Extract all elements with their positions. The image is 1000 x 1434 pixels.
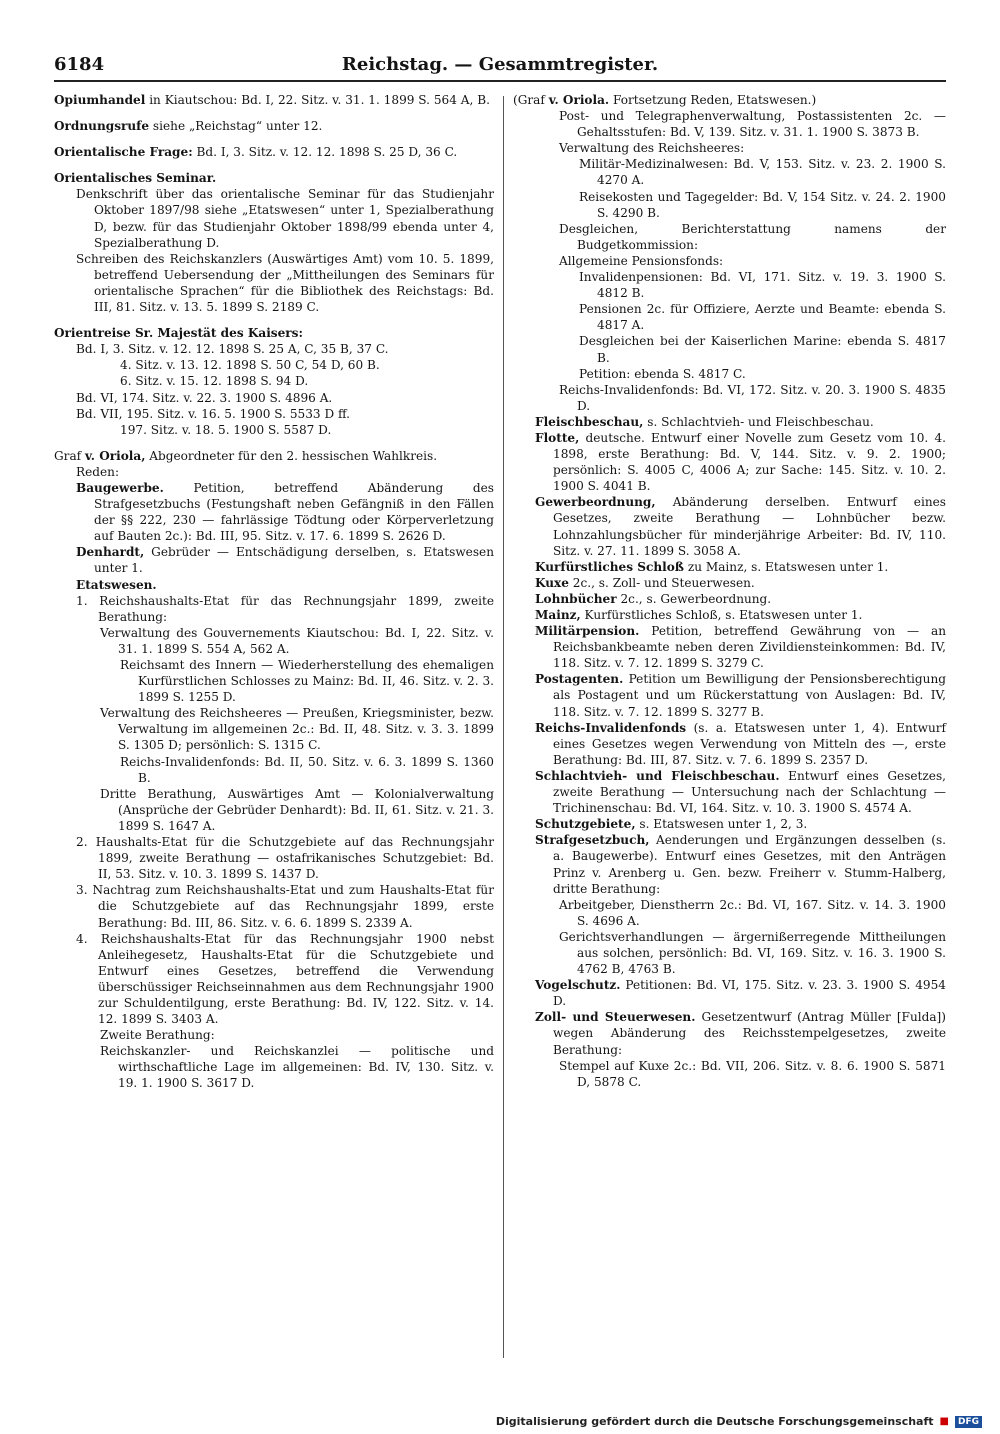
numbered-item: 4. Reichshaushalts-Etat für das Rechnungsjahr 1900 nebst Anleihegesetz, Haushalts-Etat für die Schutzgebiete und Entwurf eines Gesetzes, betreffend die Verwendung überschüssiger Reichseinnahmen aus dem Rechnungsjahr 1900 zur Schuldentilgung, erste Berathung: Bd. IV, 122. Sitz. v. 14. 12. 1899 S. 3403 A. — [76, 931, 494, 1027]
continuation-heading: (Graf v. Oriola. Fortsetzung Reden, Etatswesen.) — [513, 93, 817, 107]
index-entry: Opiumhandel in Kiautschou: Bd. I, 22. Sitz. v. 31. 1. 1899 S. 564 A, B. — [54, 93, 490, 107]
page-number: 6184 — [54, 54, 105, 75]
citation-line: Desgleichen bei der Kaiserlichen Marine: ebenda S. 4817 B. — [579, 334, 946, 365]
index-subentry: Fleischbeschau, s. Schlachtvieh- und Fleischbeschau. — [535, 414, 874, 429]
index-subentry: Etatswesen. — [76, 577, 157, 592]
separator-icon: ■ — [939, 1416, 949, 1427]
citation-line: Pensionen 2c. für Offiziere, Aerzte und Beamte: ebenda S. 4817 A. — [579, 302, 946, 333]
numbered-item: 1. Reichshaushalts-Etat für das Rechnungsjahr 1899, zweite Berathung: — [76, 593, 494, 624]
index-subentry: Postagenten. Petition um Bewilligung der Pensionsberechtigung als Postagent und um Rückerstattung von Auslagen: Bd. IV, 118. Sitz. v. 7. 12. 1899 S. 3277 B. — [535, 672, 946, 719]
citation-line: Reisekosten und Tagegelder: Bd. V, 154 Sitz. v. 24. 2. 1900 S. 4290 B. — [579, 189, 946, 220]
index-subentry: Baugewerbe. Petition, betreffend Abänderung des Strafgesetzbuchs (Festungshaft neben Gefängniß in den Fällen der §§ 222, 230 — fahrlässige Tödtung oder Körperverletzung auf Bauten 2c.): Bd. III, 95. Sitz. v. 17. 6. 1899 S. 2626 D. — [76, 480, 494, 544]
citation-line: Militär-Medizinalwesen: Bd. V, 153. Sitz. v. 23. 2. 1900 S. 4270 A. — [579, 157, 946, 188]
index-subentry: Strafgesetzbuch, Aenderungen und Ergänzungen desselben (s. a. Baugewerbe). Entwurf eines Gesetzes, mit den Anträgen Prinz v. Arenberg u. Gen. bezw. Freiherr v. Stumm-Halberg, dritte Berathung: — [535, 833, 946, 896]
citation-line: Verwaltung des Gouvernements Kiautschou: Bd. I, 22. Sitz. v. 31. 1. 1899 S. 554 A, 562 A. — [100, 625, 494, 656]
citation-line: Stempel auf Kuxe 2c.: Bd. VII, 206. Sitz. v. 8. 6. 1900 S. 5871 D, 5878 C. — [559, 1058, 946, 1089]
citation-line: Dritte Berathung, Auswärtiges Amt — Kolonialverwaltung (Ansprüche der Gebrüder Denhardt): Bd. II, 61. Sitz. v. 21. 3. 1899 S. 1647 A. — [100, 786, 494, 833]
index-subheading: Desgleichen, Berichterstattung namens der Budgetkommission: — [559, 221, 946, 252]
citation-line: Bd. VI, 174. Sitz. v. 22. 3. 1900 S. 4896 A. — [76, 390, 333, 405]
citation-line: Arbeitgeber, Dienstherrn 2c.: Bd. VI, 167. Sitz. v. 14. 3. 1900 S. 4696 A. — [559, 897, 946, 928]
index-subentry: Denkschrift über das orientalische Seminar für das Studienjahr Oktober 1897/98 siehe „Etatswesen“ unter 1, Spezialberathung D, bezw. für das Studienjahr Oktober 1898/99 ebenda unter 4, Spezialberathung D. — [76, 187, 494, 250]
column-divider — [503, 96, 504, 1358]
citation-line: Bd. VII, 195. Sitz. v. 16. 5. 1900 S. 5533 D ff. — [76, 406, 351, 421]
index-subentry: Schreiben des Reichskanzlers (Auswärtiges Amt) vom 10. 5. 1899, betreffend Uebersendung der „Mittheilungen des Seminars für orientalische Sprachen“ für die Bibliothek des Reichstags: Bd. III, 81. Sitz. v. 13. 5. 1899 S. 2189 C. — [76, 251, 494, 315]
digitization-credit — [496, 1415, 982, 1428]
citation-line: Reichsamt des Innern — Wiederherstellung des ehemaligen Kurfürstlichen Schlosses zu Mainz: Bd. II, 46. Sitz. v. 2. 3. 1899 S. 1255 D. — [120, 658, 494, 705]
index-subheading: Allgemeine Pensionsfonds: — [559, 253, 724, 268]
index-subentry: Zoll- und Steuerwesen. Gesetzentwurf (Antrag Müller [Fulda]) wegen Abänderung des Reichsstempelgesetzes, zweite Berathung: — [535, 1010, 946, 1057]
index-subentry: Schutzgebiete, s. Etatswesen unter 1, 2, 3. — [535, 817, 808, 832]
citation-line: Post- und Telegraphenverwaltung, Postassistenten 2c. — Gehaltsstufen: Bd. V, 139. Sitz. v. 31. 1. 1900 S. 3873 B. — [559, 109, 946, 140]
running-title: Reichstag. — Gesammtregister. — [341, 54, 659, 75]
page-header — [54, 52, 946, 80]
citation-line: 6. Sitz. v. 15. 12. 1898 S. 94 D. — [120, 374, 309, 389]
citation-line: Gerichtsverhandlungen — ärgernißerregende Mittheilungen aus solchen, persönlich: Bd. VI, 169. Sitz. v. 16. 3. 1900 S. 4762 B, 4763 B. — [559, 929, 946, 977]
index-subheading: Reden: — [76, 464, 120, 479]
index-subentry: Kuxe 2c., s. Zoll- und Steuerwesen. — [535, 575, 755, 590]
left-column — [54, 92, 494, 1092]
citation-line: Reichs-Invalidenfonds: Bd. VI, 172. Sitz. v. 20. 3. 1900 S. 4835 D. — [559, 382, 946, 413]
index-entry: Orientalische Frage: Bd. I, 3. Sitz. v. 12. 12. 1898 S. 25 D, 36 C. — [54, 145, 458, 160]
index-subentry: Flotte, deutsche. Entwurf einer Novelle zum Gesetz vom 10. 4. 1898, erste Berathung: Bd. V, 144. Sitz. v. 9. 2. 1900; persönlich: S. 4005 C, 4006 A; zur Sache: 145. Sitz. v. 10. 2. 1900 S. 4041 B. — [535, 430, 946, 494]
index-entry-person: Graf v. Oriola, Abgeordneter für den 2. hessischen Wahlkreis. — [54, 448, 438, 463]
numbered-item: 2. Haushalts-Etat für die Schutzgebiete auf das Rechnungsjahr 1899, zweite Berathung — ostafrikanisches Schutzgebiet: Bd. II, 53. Sitz. v. 10. 3. 1899 S. 1437 D. — [76, 835, 494, 882]
citation-line: Verwaltung des Reichsheeres — Preußen, Kriegsminister, bezw. Verwaltung im allgemeinen 2c.: Bd. II, 48. Sitz. v. 3. 3. 1899 S. 1305 D; persönlich: S. 1315 C. — [100, 706, 494, 753]
index-subentry: Vogelschutz. Petitionen: Bd. VI, 175. Sitz. v. 23. 3. 1900 S. 4954 D. — [535, 978, 946, 1009]
credit-text: Digitalisierung gefördert durch die Deutsche Forschungsgemeinschaft — [495, 1415, 934, 1428]
numbered-item: 3. Nachtrag zum Reichshaushalts-Etat und zum Haushalts-Etat für die Schutzgebiete auf das Rechnungsjahr 1899, erste Berathung: Bd. III, 86. Sitz. v. 6. 6. 1899 S. 2339 A. — [76, 883, 494, 930]
header-rule — [54, 80, 946, 82]
index-subheading: Zweite Berathung: — [100, 1028, 215, 1043]
index-subentry: Kurfürstliches Schloß zu Mainz, s. Etatswesen unter 1. — [535, 559, 889, 574]
citation-line: Reichs-Invalidenfonds: Bd. II, 50. Sitz. v. 6. 3. 1899 S. 1360 B. — [120, 754, 494, 785]
index-subentry: Denhardt, Gebrüder — Entschädigung derselben, s. Etatswesen unter 1. — [76, 545, 494, 576]
right-column — [513, 92, 946, 1090]
citation-line: Reichskanzler- und Reichskanzlei — politische und wirthschaftliche Lage im allgemeinen: Bd. IV, 130. Sitz. v. 19. 1. 1900 S. 3617 D. — [100, 1044, 494, 1091]
dfg-logo: DFG — [955, 1416, 982, 1428]
index-subentry: Militärpension. Petition, betreffend Gewährung von — an Reichsbankbeamte neben deren Zivildiensteinkommen: Bd. IV, 118. Sitz. v. 7. 12. 1899 S. 3279 C. — [535, 624, 946, 671]
citation-line: 4. Sitz. v. 13. 12. 1898 S. 50 C, 54 D, 60 B. — [120, 358, 380, 373]
index-subentry: Mainz, Kurfürstliches Schloß, s. Etatswesen unter 1. — [535, 608, 863, 622]
index-subentry: Reichs-Invalidenfonds (s. a. Etatswesen unter 1, 4). Entwurf eines Gesetzes wegen Verwendung von Mitteln des —, erste Berathung: Bd. III, 87. Sitz. v. 7. 6. 1899 S. 2357 D. — [535, 720, 946, 767]
index-subentry: Gewerbeordnung, Abänderung derselben. Entwurf eines Gesetzes, zweite Berathung — Lohnbücher bezw. Lohnzahlungsbücher für minderjährige Arbeiter: Bd. IV, 110. Sitz. v. 27. 11. 1899 S. 3058 A. — [535, 495, 946, 558]
index-entry-heading: Orientreise Sr. Majestät des Kaisers: — [54, 326, 303, 341]
index-subheading: Verwaltung des Reichsheeres: — [559, 141, 745, 156]
index-subentry: Lohnbücher 2c., s. Gewerbeordnung. — [535, 591, 772, 606]
index-entry-heading: Orientalisches Seminar. — [54, 171, 217, 186]
citation-line: Invalidenpensionen: Bd. VI, 171. Sitz. v. 19. 3. 1900 S. 4812 B. — [579, 270, 946, 301]
index-subentry: Schlachtvieh- und Fleischbeschau. Entwurf eines Gesetzes, zweite Berathung — Untersuchung nach der Schlachtung — Trichinenschau: Bd. VI, 164. Sitz. v. 10. 3. 1900 S. 4574 A. — [535, 768, 946, 816]
index-entry: Ordnungsrufe siehe „Reichstag“ unter 12. — [54, 119, 323, 134]
citation-line: Petition: ebenda S. 4817 C. — [579, 366, 746, 381]
citation-line: 197. Sitz. v. 18. 5. 1900 S. 5587 D. — [120, 422, 332, 437]
citation-line: Bd. I, 3. Sitz. v. 12. 12. 1898 S. 25 A, C, 35 B, 37 C. — [76, 342, 389, 357]
